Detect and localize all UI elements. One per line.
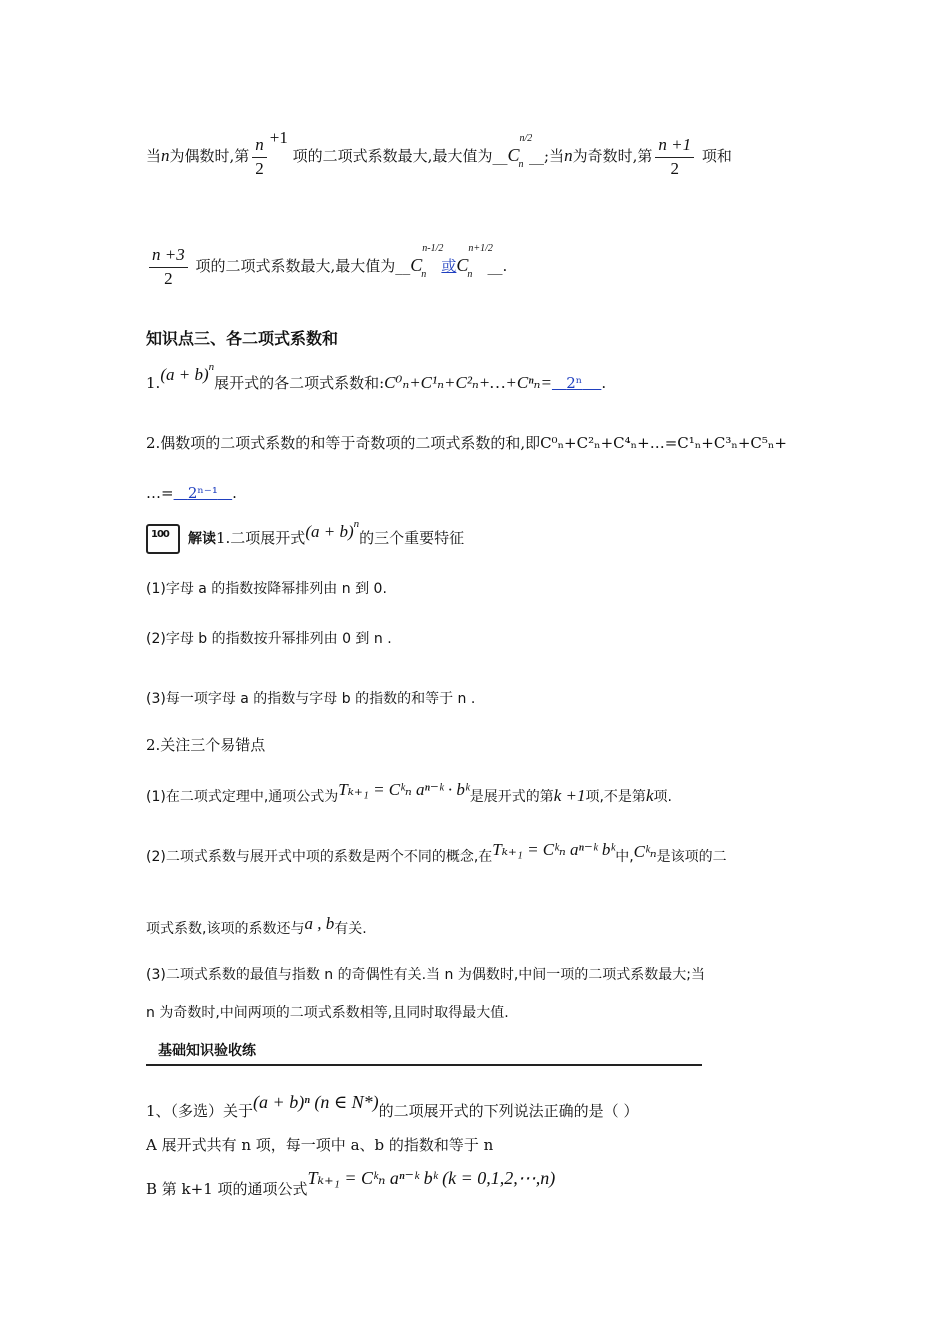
text: 项的二项式系数最大,最大值为__ (195, 257, 411, 276)
var-n: n (161, 146, 170, 166)
general-term-formula: Tₖ₊₁ = Cᵏₙ aⁿ⁻ᵏ · bᵏ (338, 780, 470, 799)
expr: (a + b)ⁿ (n ∈ N*) (253, 1092, 379, 1112)
option-b: B 第 k+1 项的通项公式Tₖ₊₁ = Cᵏₙ aⁿ⁻ᵏ bᵏ (k = 0,1,2,⋯,n) (146, 1168, 556, 1198)
general-term-formula: Tₖ₊₁ = Cᵏₙ aⁿ⁻ᵏ bᵏ (492, 840, 616, 859)
sum-formula: C⁰ₙ+C¹ₙ+C²ₙ+…+Cⁿₙ= (384, 373, 552, 392)
text: 为奇数时,第 (572, 147, 653, 166)
exp: n (353, 518, 360, 530)
comb-max-odd-2: C n n+1/2 (456, 243, 493, 281)
fraction: $\frac{n +3}{2}$ (149, 246, 188, 288)
text: 展开式的各二项式系数和: (214, 374, 385, 392)
feature-1: (1)字母 a 的指数按降幂排列由 n 到 0. (146, 581, 387, 597)
section-banner: 基础知识验收练 (146, 1040, 702, 1066)
text: __;当 (529, 147, 565, 166)
feature-2: (2)字母 b 的指数按升幂排列由 0 到 n . (146, 631, 392, 647)
expr: (a + b) (305, 522, 354, 541)
plus-one: +1 (269, 128, 288, 148)
fraction: $\frac{n}{2}$ (252, 136, 267, 178)
k-plus-1: k +1 (553, 786, 586, 805)
end: . (232, 484, 237, 502)
exp: n (208, 361, 215, 373)
or-text: 或 (441, 257, 457, 276)
jiedu-label: 解读 (188, 531, 216, 547)
error-1: (1)在二项式定理中,通项公式为Tₖ₊₁ = Cᵏₙ aⁿ⁻ᵏ · bᵏ是展开式的第k +1项,不是第k项. (146, 780, 672, 805)
general-term-formula: Tₖ₊₁ = Cᵏₙ aⁿ⁻ᵏ bᵏ (k = 0,1,2,⋯,n) (307, 1168, 556, 1188)
answer-2: 2ⁿ⁻¹ (187, 484, 218, 502)
text: 项和 (701, 147, 732, 166)
text: …= (146, 484, 174, 502)
error-2-cont: 项式系数,该项的系数还与a , b有关. (146, 914, 367, 937)
text: 当 (146, 147, 162, 166)
section-heading: 知识点三、各二项式系数和 (146, 329, 339, 348)
text: 1.二项展开式 (216, 529, 306, 547)
ab: a , b (304, 914, 335, 933)
expr: (a + b) (160, 365, 209, 384)
error-3-cont: n 为奇数时,中间两项的二项式系数相等,且同时取得最大值. (146, 1005, 509, 1021)
item-2: 2.偶数项的二项式系数的和等于奇数项的二项式系数的和,即C⁰ₙ+C²ₙ+C⁴ₙ+…=C¹ₙ+C³ₙ+C⁵ₙ+ (146, 434, 787, 452)
option-a: A 展开式共有 n 项，每一项中 a、b 的指数和等于 n (146, 1136, 494, 1154)
text: __. (487, 257, 508, 276)
error-2: (2)二项式系数与展开式中项的系数是两个不同的概念,在Tₖ₊₁ = Cᵏₙ aⁿ⁻ᵏ bᵏ中,Cᵏₙ是该项的二 (146, 840, 727, 865)
jiedu-line (146, 518, 465, 554)
end: . (601, 374, 607, 392)
item-1 (146, 361, 607, 393)
line-odd-max (146, 243, 508, 288)
error-3: (3)二项式系数的最值与指数 n 的奇偶性有关.当 n 为偶数时,中间一项的二项式系数最大;当 (146, 967, 705, 983)
fraction: $\frac{n +1}{2}$ (655, 136, 694, 178)
text: 为偶数时,第 (169, 147, 250, 166)
comb-max-even: C n n/2 (507, 133, 533, 171)
item-2-cont (146, 484, 237, 502)
attention-title: 2.关注三个易错点 (146, 736, 266, 754)
book-100-icon (146, 524, 180, 554)
text: 的三个重要特征 (359, 529, 465, 547)
var-k: k (645, 786, 654, 805)
question-1: 1、（多选）关于(a + b)ⁿ (n ∈ N*)的二项展开式的下列说法正确的是（ ） (146, 1092, 639, 1120)
prefix: 1. (146, 374, 161, 392)
var-n: n (564, 146, 573, 166)
answer-1: 2ⁿ (566, 374, 583, 392)
feature-3: (3)每一项字母 a 的指数与字母 b 的指数的和等于 n . (146, 691, 476, 707)
comb-max-odd-1: C n n-1/2 (410, 243, 444, 281)
comb: Cᵏₙ (633, 842, 657, 861)
line-even-odd (146, 128, 732, 178)
text: 项的二项式系数最大,最大值为__ (292, 147, 508, 166)
